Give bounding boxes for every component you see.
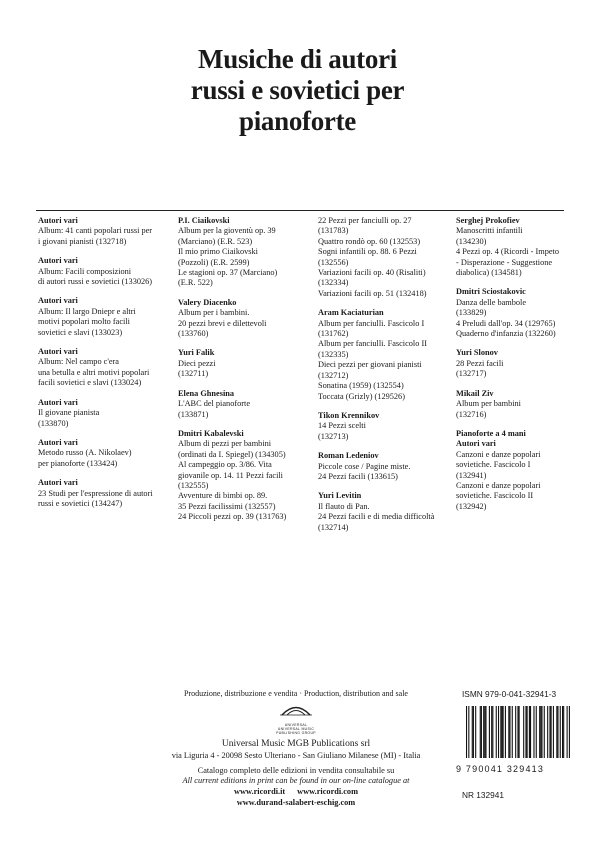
logo-subtext: UNIVERSAL MUSIC: [277, 727, 315, 731]
barcode-bar: [549, 706, 550, 758]
work-line: russi e sovietici (134247): [38, 498, 123, 508]
barcode-bar: [492, 706, 493, 758]
work-line: (134230): [456, 236, 487, 246]
barcode-bar: [491, 706, 492, 758]
web-link[interactable]: www.durand-salabert-eschig.com: [236, 798, 356, 807]
catalog-entry: [38, 398, 170, 429]
barcode-bar: [472, 706, 473, 758]
composer-name: Autori vari: [38, 437, 78, 447]
ismn-code: ISMN 979-0-041-32941-3: [462, 689, 557, 699]
composer-name: Autori vari: [38, 296, 78, 306]
work-line: 35 Pezzi facilissimi (132557): [178, 501, 276, 511]
work-line: Quaderno d'infanzia (132260): [456, 329, 556, 339]
work-line: Variazioni facili op. 51 (132418): [318, 288, 427, 298]
barcode-bar: [475, 706, 476, 758]
catalog-entry: [178, 348, 310, 379]
barcode-bar: [541, 706, 542, 758]
catalog-entry: [178, 298, 310, 340]
work-line: motivi popolari molto facili: [38, 317, 130, 327]
catalog-column-2: [178, 216, 310, 532]
barcode-bar: [557, 706, 558, 758]
composer-name: Pianoforte a 4 mani: [456, 428, 526, 438]
work-line: Album: Il largo Dniepr e altri: [38, 306, 136, 316]
catalog-entry: [318, 491, 452, 533]
work-line: di autori russi e sovietici (133026): [38, 277, 153, 287]
catalog-column-3: [318, 216, 452, 542]
barcode-bar: [512, 706, 513, 758]
barcode-bar: [466, 706, 467, 758]
work-line: - Disperazione - Suggestione: [456, 257, 553, 267]
barcode-bar: [468, 706, 469, 758]
barcode-graphic: [466, 706, 570, 758]
work-line: Album per fanciulli. Fascicolo II: [318, 339, 427, 349]
web-link[interactable]: www.ricordi.it: [234, 787, 286, 796]
catalog-number: NR 132941: [462, 790, 504, 800]
barcode-digits: 9 790041 329413: [456, 764, 545, 774]
work-line: 14 Pezzi scelti: [318, 421, 366, 431]
work-line: giovanile op. 14. 11 Pezzi facili: [178, 470, 283, 480]
catalog-entry: [456, 287, 580, 339]
work-line: Il flauto di Pan.: [318, 501, 370, 511]
barcode-bar: [544, 706, 545, 758]
web-links: [160, 786, 432, 797]
barcode-bar: [536, 706, 537, 758]
work-line: Album per i bambini.: [178, 308, 250, 318]
barcode-bar: [525, 706, 526, 758]
work-line: Piccole cose / Pagine miste.: [318, 461, 411, 471]
barcode-bar: [560, 706, 561, 758]
barcode-bar: [530, 706, 531, 758]
barcode-bar: [533, 706, 534, 758]
work-line: (ordinati da I. Spiegel) (134305): [178, 449, 286, 459]
barcode-bar: [539, 706, 540, 758]
composer-name: Roman Ledeniov: [318, 451, 379, 461]
barcode-bar: [527, 706, 528, 758]
barcode-bar: [484, 706, 485, 758]
barcode-bar: [489, 706, 490, 758]
work-line: i giovani pianisti (132718): [38, 236, 127, 246]
composer-name: Dmitri Sciostakovic: [456, 287, 526, 297]
catalog-entry: [38, 347, 170, 389]
work-line: sovietiche. Fascicolo II: [456, 491, 534, 501]
barcode-bar: [508, 706, 509, 758]
work-line: (132334): [318, 278, 349, 288]
composer-name: Autori vari: [38, 397, 78, 407]
composer-name: Autori vari: [38, 347, 78, 357]
work-line: (131783): [318, 226, 349, 236]
web-link[interactable]: www.ricordi.com: [297, 787, 358, 796]
catalog-entry: [178, 429, 310, 523]
catalog-entry: [456, 429, 580, 512]
work-line: Il giovane pianista: [38, 408, 100, 418]
barcode-bar: [480, 706, 481, 758]
work-line: Quattro rondò op. 60 (132553): [318, 236, 421, 246]
section-subheading: Autori vari: [456, 439, 496, 449]
work-line: (132712): [318, 370, 349, 380]
work-line: (133760): [178, 329, 209, 339]
catalog-column-4: [456, 216, 580, 521]
work-line: (Pozzoli) (E.R. 2599): [178, 257, 250, 267]
barcode-bar: [517, 706, 518, 758]
work-line: Album: Facili composizioni: [38, 266, 132, 276]
barcode-bar: [509, 706, 510, 758]
work-line: 4 Pezzi op. 4 (Ricordi - Impeto: [456, 247, 559, 257]
publisher-address: via Liguria 4 - 20098 Sesto Ulteriano - San Giuliano Milanese (MI) - Italia: [171, 751, 421, 760]
publisher-name: Universal Music MGB Publications srl: [221, 739, 371, 749]
barcode-bar: [547, 706, 548, 758]
work-line: Variazioni facili op. 40 (Risaliti): [318, 268, 426, 278]
work-line: facili sovietici e slavi (133024): [38, 378, 142, 388]
barcode-bar: [485, 706, 486, 758]
work-line: Album: 41 canti popolari russi per: [38, 226, 153, 236]
catalog-entry: [38, 216, 170, 247]
catalog-entry: [318, 451, 452, 482]
work-line: (133871): [178, 409, 209, 419]
work-line: 28 Pezzi facili: [456, 358, 504, 368]
work-line: Al campeggio op. 3/86. Vita: [178, 460, 272, 470]
work-line: (132711): [178, 369, 209, 379]
catalog-column-1: [38, 216, 170, 518]
work-line: (132942): [456, 501, 487, 511]
catalog-entry: [456, 348, 580, 379]
composer-name: Autori vari: [38, 256, 78, 266]
barcode-bar: [503, 706, 504, 758]
work-line: Avventure di bimbi op. 89.: [178, 491, 268, 501]
work-line: 24 Pezzi facili e di media difficoltà: [318, 512, 435, 522]
work-line: Sonatina (1959) (132554): [318, 381, 404, 391]
work-line: (E.R. 522): [178, 278, 213, 288]
work-line: L'ABC del pianoforte: [178, 399, 251, 409]
catalog-entry: [38, 478, 170, 509]
composer-name: Elena Ghnesina: [178, 388, 235, 398]
title-line: pianoforte: [239, 106, 356, 136]
work-line: Toccata (Grizly) (129526): [318, 391, 405, 401]
work-line: (132556): [318, 257, 349, 267]
composer-name: P.I. Ciaikovski: [178, 216, 230, 225]
composer-name: Yuri Falik: [178, 348, 215, 358]
catalog-note-en: All current editions in print can be found in our on-line catalogue at: [182, 776, 410, 785]
barcode-bar: [529, 706, 530, 758]
work-line: Canzoni e danze popolari: [456, 449, 541, 459]
barcode-bar: [500, 706, 501, 758]
barcode-bar: [540, 706, 541, 758]
work-line: Le stagioni op. 37 (Marciano): [178, 268, 278, 278]
barcode-bar: [498, 706, 499, 758]
catalog-entry: [456, 389, 580, 420]
catalog-entry: [318, 411, 452, 442]
work-line: (132716): [456, 409, 487, 419]
work-line: Il mio primo Ciaikovski: [178, 247, 258, 257]
work-line: Dieci pezzi: [178, 358, 216, 368]
page-title: [0, 44, 595, 137]
barcode-bar: [515, 706, 516, 758]
barcode-bar: [556, 706, 557, 758]
work-line: diabolica) (134581): [456, 268, 522, 278]
production-line: Produzione, distribuzione e vendita · Production, distribution and sale: [184, 689, 408, 698]
work-line: (133829): [456, 308, 487, 318]
catalog-entry: [456, 216, 580, 278]
work-line: (132717): [456, 369, 487, 379]
composer-name: Valery Diacenko: [178, 297, 237, 307]
composer-name: Yuri Levitin: [318, 491, 362, 501]
catalog-entry: [178, 389, 310, 420]
composer-name: Yuri Slonov: [456, 348, 498, 358]
composer-name: Tikon Krennikov: [318, 410, 380, 420]
work-line: Album per fanciulli. Fascicolo I: [318, 318, 425, 328]
work-line: sovietiche. Fascicolo I: [456, 460, 531, 470]
work-line: 4 Preludi dall'op. 34 (129765): [456, 318, 556, 328]
logo-subtext: PUBLISHING GROUP: [276, 731, 316, 735]
catalog-entry: [178, 216, 310, 289]
work-line: Album per la gioventù op. 39: [178, 226, 276, 236]
work-line: (132713): [318, 431, 349, 441]
work-line: (Marciano) (E.R. 523): [178, 236, 253, 246]
work-line: Album: Nel campo c'era: [38, 357, 119, 367]
work-line: Dieci pezzi per giovani pianisti: [318, 360, 422, 370]
work-line: (132555): [178, 480, 209, 490]
work-line: per pianoforte (133424): [38, 458, 118, 468]
work-line: Manoscritti infantili: [456, 226, 523, 236]
composer-name: Autori vari: [38, 478, 78, 488]
barcode-bar: [567, 706, 568, 758]
barcode-bar: [501, 706, 502, 758]
publisher-footer: [160, 688, 432, 808]
barcode-bar: [473, 706, 474, 758]
title-line: Musiche di autori: [198, 44, 397, 74]
catalog-entry: [318, 216, 452, 299]
catalog-entry: [38, 256, 170, 287]
barcode-bar: [551, 706, 552, 758]
divider-rule: [36, 210, 564, 211]
composer-name: Mikail Ziv: [456, 388, 494, 398]
work-line: (132335): [318, 349, 349, 359]
work-line: una betulla e altri motivi popolari: [38, 367, 150, 377]
work-line: sovietici e slavi (133023): [38, 327, 123, 337]
barcode-bar: [519, 706, 520, 758]
universal-globe-logo-icon: [276, 702, 316, 722]
barcode-bar: [523, 706, 524, 758]
barcode-bar: [553, 706, 554, 758]
work-line: 24 Piccoli pezzi op. 39 (131763): [178, 512, 287, 522]
work-line: Album di pezzi per bambini: [178, 439, 272, 449]
barcode-bar: [481, 706, 482, 758]
catalog-entry: [38, 438, 170, 469]
composer-name: Serghej Prokofiev: [456, 216, 520, 225]
barcode-bar: [496, 706, 497, 758]
work-line: 23 Studi per l'espressione di autori: [38, 488, 153, 498]
work-line: Metodo russo (A. Nikolaev): [38, 448, 132, 458]
barcode-bar: [563, 706, 564, 758]
work-line: Sogni infantili op. 88. 6 Pezzi: [318, 247, 417, 257]
composer-name: Aram Kaciaturian: [318, 308, 384, 318]
work-line: (131762): [318, 329, 349, 339]
barcode-bar: [505, 706, 506, 758]
work-line: (132941): [456, 470, 487, 480]
work-line: Album per bambini: [456, 399, 521, 409]
barcode-bar: [483, 706, 484, 758]
barcode-bar: [569, 706, 570, 758]
work-line: (133870): [38, 418, 69, 428]
title-line: russi e sovietici per: [190, 75, 405, 105]
work-line: Canzoni e danze popolari: [456, 480, 541, 490]
work-line: (132714): [318, 522, 349, 532]
composer-name: Dmitri Kabalevski: [178, 428, 244, 438]
work-line: Danza delle bambole: [456, 297, 527, 307]
catalog-entry: [38, 296, 170, 338]
work-line: 24 Pezzi facili (133615): [318, 471, 398, 481]
barcode-bar: [562, 706, 563, 758]
composer-name: Autori vari: [38, 216, 78, 225]
catalog-entry: [318, 308, 452, 402]
logo-wordmark: UNIVERSAL: [284, 723, 308, 727]
work-line: 20 pezzi brevi e dilettevoli: [178, 318, 267, 328]
catalog-note-it: Catalogo completo delle edizioni in vendita consultabile su: [197, 766, 395, 775]
work-line: 22 Pezzi per fanciulli op. 27: [318, 216, 412, 225]
